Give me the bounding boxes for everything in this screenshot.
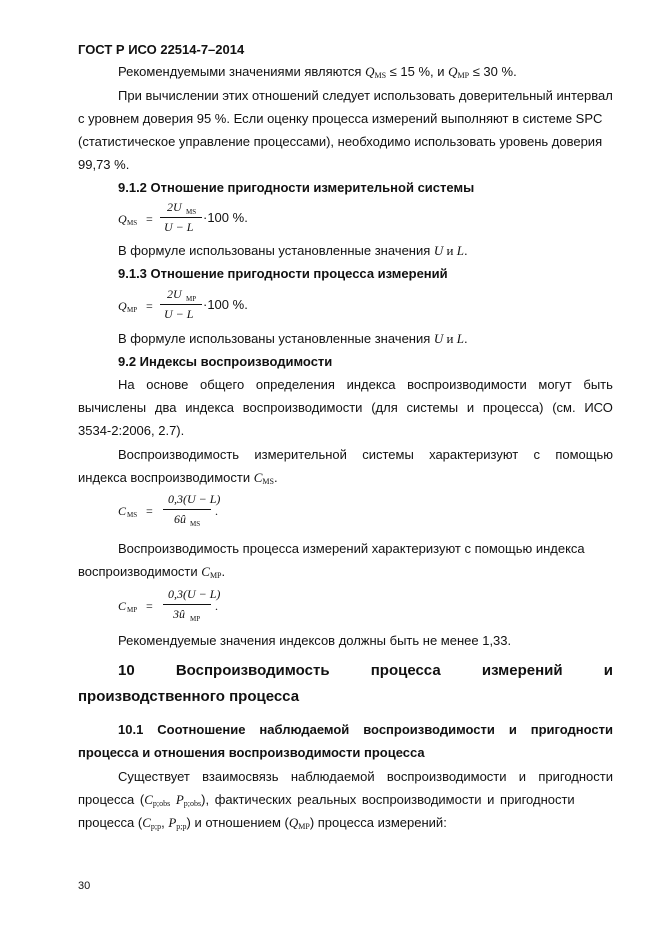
paragraph-recommended-values: Рекомендуемыми значениями являются QMS ≤ 15 %, и QMP ≤ 30 %.	[118, 64, 517, 80]
fraction-bar	[163, 604, 211, 605]
paragraph-reproducibility-line-1: На основе общего определения индекса воспроизводимости могут быть	[118, 377, 613, 392]
paragraph-confidence-line-3: (статистическое управление процессами), необходимо использовать уровень доверия	[78, 134, 603, 149]
formula-qms: Q MS = 2U MS U − L ·100 %.	[118, 200, 248, 234]
section-heading-9-1-3: 9.1.3 Отношение пригодности процесса измерений	[118, 266, 448, 281]
paragraph-reproducibility-line-3: 3534-2:2006, 2.7).	[78, 423, 185, 438]
section-heading-10-1-line-2: процесса и отношения воспроизводимости процесса	[78, 745, 425, 760]
paragraph-process-line-2: воспроизводимости CMP.	[78, 564, 226, 580]
paragraph-confidence-line-2: с уровнем доверия 95 %. Если оценку процесса измерений выполняют в системе SPC	[78, 111, 603, 126]
section-heading-10-line-1: 10 Воспроизводимость процесса измерений и	[118, 662, 613, 679]
note-formula-2: В формуле использованы установленные значения U и L.	[118, 331, 468, 346]
section-heading-9-2: 9.2 Индексы воспроизводимости	[118, 354, 333, 369]
page-number: 30	[78, 880, 91, 892]
fraction-bar	[160, 304, 202, 305]
note-formula-1: В формуле использованы установленные значения U и L.	[118, 243, 468, 258]
section-heading-10-1-line-1: 10.1 Соотношение наблюдаемой воспроизводимости и пригодности	[118, 722, 613, 737]
paragraph-recommended-indices: Рекомендуемые значения индексов должны быть не менее 1,33.	[118, 633, 512, 648]
paragraph-process-line-1: Воспроизводимость процесса измерений характеризуют с помощью индекса	[118, 541, 585, 556]
paragraph-confidence-line-4: 99,73 %.	[78, 157, 130, 172]
paragraph-relation-line-3: процесса (Cp;p, Pp;p) и отношением (QMP) процесса измерений:	[78, 815, 447, 831]
section-heading-9-1-2: 9.1.2 Отношение пригодности измерительной системы	[118, 180, 475, 195]
paragraph-system-line-1: Воспроизводимость измерительной системы характеризуют с помощью	[118, 447, 613, 462]
document-header: ГОСТ Р ИСО 22514-7–2014	[78, 42, 245, 57]
section-heading-10-line-2: производственного процесса	[78, 688, 300, 705]
formula-cmp: C MP = 0,3(U − L) 3û MP .	[118, 587, 221, 623]
paragraph-relation-line-1: Существует взаимосвязь наблюдаемой воспроизводимости и пригодности	[118, 769, 613, 784]
fraction-bar	[160, 217, 202, 218]
paragraph-reproducibility-line-2: вычислены два индекса воспроизводимости (для системы и процесса) (см. ИСО	[78, 400, 613, 415]
paragraph-confidence-line-1: При вычислении этих отношений следует использовать доверительный интервал	[118, 88, 613, 103]
formula-qmp: Q MP = 2U MP U − L ·100 %.	[118, 287, 248, 321]
formula-cms: C MS = 0,3(U − L) 6û MS .	[118, 492, 221, 528]
fraction-bar	[163, 509, 211, 510]
paragraph-relation-line-2: процесса (Cp;obs Pp;obs), фактических реальных воспроизводимости и пригодности	[78, 792, 575, 808]
paragraph-system-line-2: индекса воспроизводимости CMS.	[78, 470, 278, 486]
